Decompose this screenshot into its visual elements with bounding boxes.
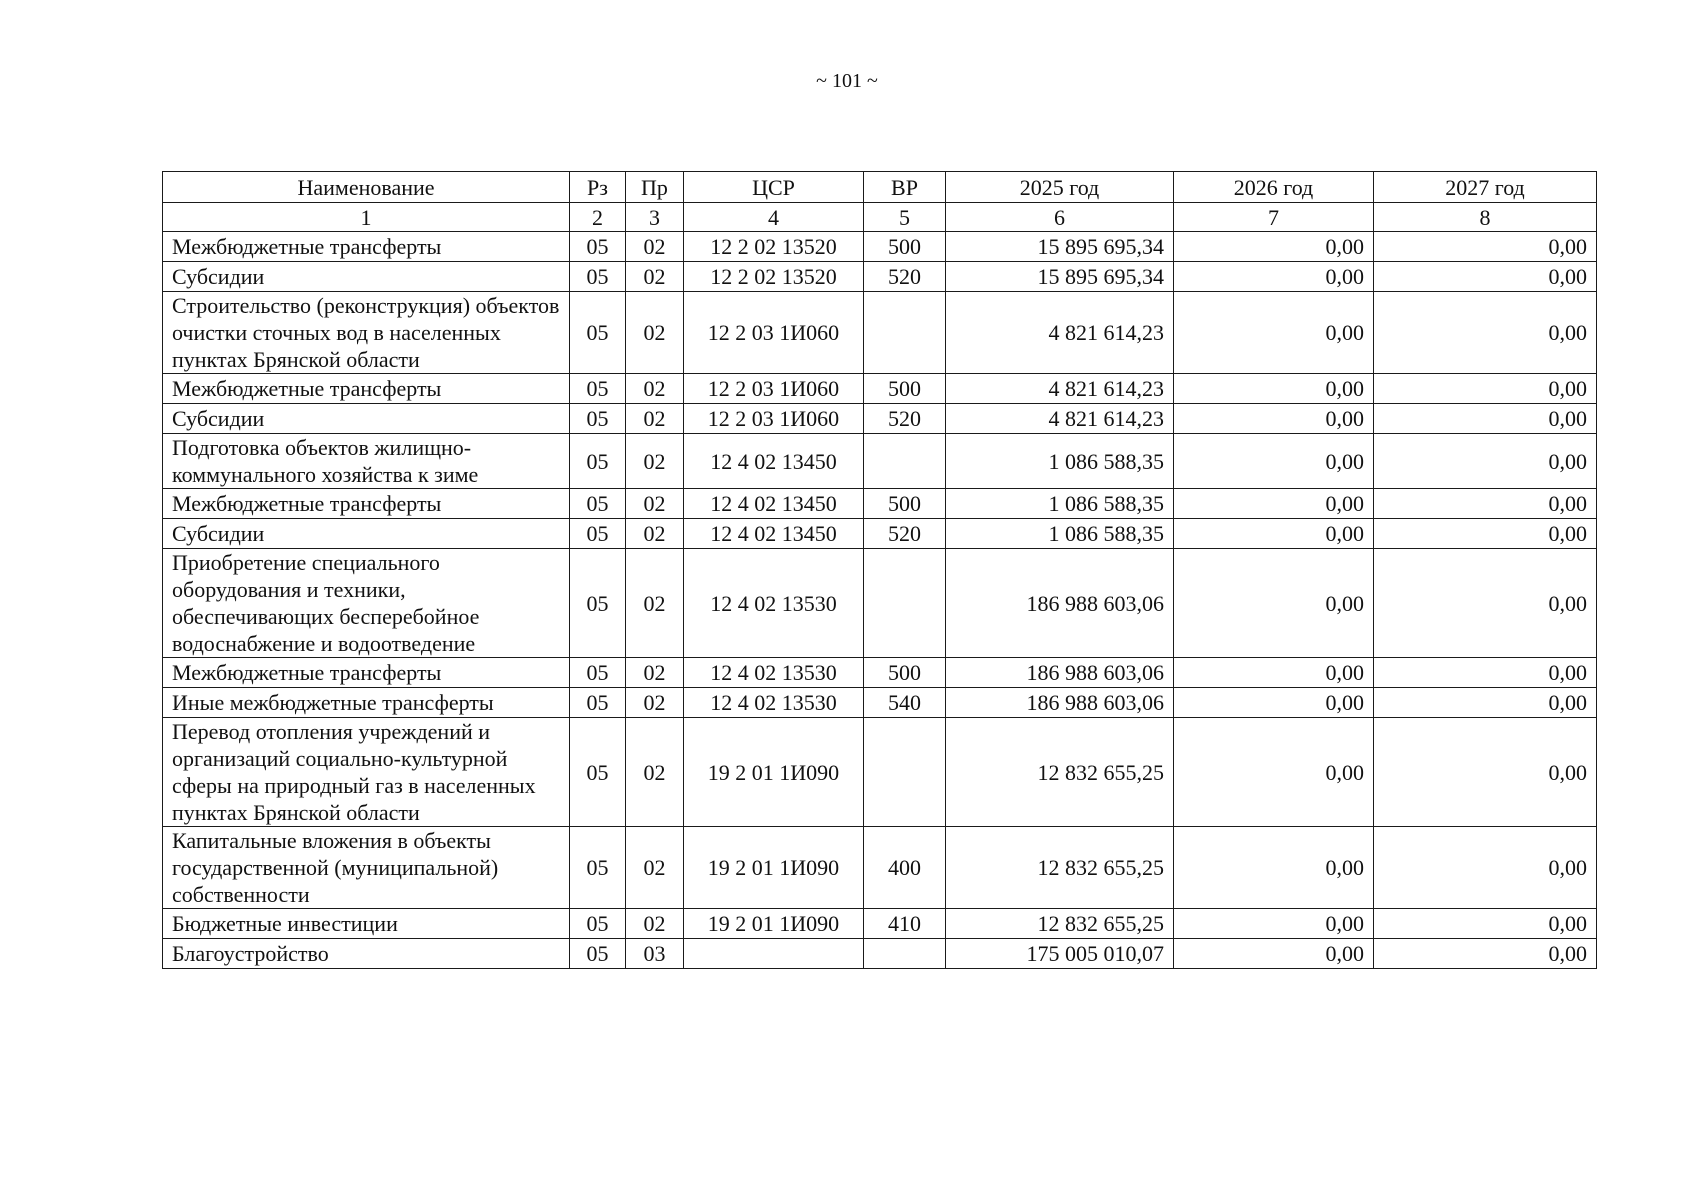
cell-csr: 12 4 02 13450 bbox=[684, 434, 864, 489]
column-number: 5 bbox=[864, 203, 946, 232]
cell-csr: 12 4 02 13530 bbox=[684, 549, 864, 658]
column-number: 1 bbox=[163, 203, 570, 232]
column-number: 8 bbox=[1374, 203, 1597, 232]
cell-vr: 400 bbox=[864, 827, 946, 909]
header-csr: ЦСР bbox=[684, 172, 864, 203]
column-number: 4 bbox=[684, 203, 864, 232]
cell-rz: 05 bbox=[570, 658, 626, 688]
cell-rz: 05 bbox=[570, 939, 626, 969]
cell-pr: 02 bbox=[626, 688, 684, 718]
cell-rz: 05 bbox=[570, 374, 626, 404]
cell-vr: 500 bbox=[864, 658, 946, 688]
cell-vr: 500 bbox=[864, 489, 946, 519]
cell-rz: 05 bbox=[570, 827, 626, 909]
cell-pr: 02 bbox=[626, 232, 684, 262]
cell-csr: 12 2 03 1И060 bbox=[684, 374, 864, 404]
cell-2027: 0,00 bbox=[1374, 519, 1597, 549]
column-number: 7 bbox=[1174, 203, 1374, 232]
cell-vr: 520 bbox=[864, 519, 946, 549]
page-number: ~ 101 ~ bbox=[816, 70, 878, 92]
cell-csr: 12 2 02 13520 bbox=[684, 232, 864, 262]
cell-rz: 05 bbox=[570, 909, 626, 939]
cell-name: Межбюджетные трансферты bbox=[163, 489, 570, 519]
cell-pr: 02 bbox=[626, 489, 684, 519]
cell-pr: 02 bbox=[626, 374, 684, 404]
cell-vr bbox=[864, 292, 946, 374]
cell-name: Приобретение специального оборудования и техники, обеспечивающих бесперебойное водоснабжение и водоотведение bbox=[163, 549, 570, 658]
cell-vr: 520 bbox=[864, 262, 946, 292]
header-row bbox=[163, 172, 1597, 203]
cell-2027: 0,00 bbox=[1374, 292, 1597, 374]
cell-2027: 0,00 bbox=[1374, 489, 1597, 519]
cell-name: Благоустройство bbox=[163, 939, 570, 969]
cell-2025: 1 086 588,35 bbox=[946, 489, 1174, 519]
cell-csr: 12 2 03 1И060 bbox=[684, 404, 864, 434]
table-row bbox=[163, 658, 1597, 688]
cell-2026: 0,00 bbox=[1174, 292, 1374, 374]
cell-name: Межбюджетные трансферты bbox=[163, 374, 570, 404]
cell-2027: 0,00 bbox=[1374, 658, 1597, 688]
cell-2026: 0,00 bbox=[1174, 939, 1374, 969]
cell-2026: 0,00 bbox=[1174, 658, 1374, 688]
table-body bbox=[163, 232, 1597, 969]
cell-2026: 0,00 bbox=[1174, 909, 1374, 939]
cell-name: Субсидии bbox=[163, 262, 570, 292]
cell-name: Субсидии bbox=[163, 519, 570, 549]
cell-csr: 12 4 02 13450 bbox=[684, 489, 864, 519]
table-row bbox=[163, 292, 1597, 374]
cell-2026: 0,00 bbox=[1174, 688, 1374, 718]
cell-name: Межбюджетные трансферты bbox=[163, 232, 570, 262]
cell-2025: 4 821 614,23 bbox=[946, 404, 1174, 434]
cell-2027: 0,00 bbox=[1374, 374, 1597, 404]
cell-2027: 0,00 bbox=[1374, 404, 1597, 434]
cell-2026: 0,00 bbox=[1174, 404, 1374, 434]
table-row bbox=[163, 909, 1597, 939]
header-2026: 2026 год bbox=[1174, 172, 1374, 203]
cell-csr: 12 2 02 13520 bbox=[684, 262, 864, 292]
header-2027: 2027 год bbox=[1374, 172, 1597, 203]
table-row bbox=[163, 262, 1597, 292]
header-rz: Рз bbox=[570, 172, 626, 203]
cell-pr: 02 bbox=[626, 519, 684, 549]
cell-pr: 02 bbox=[626, 909, 684, 939]
cell-2026: 0,00 bbox=[1174, 827, 1374, 909]
table-row bbox=[163, 489, 1597, 519]
cell-csr: 12 4 02 13530 bbox=[684, 658, 864, 688]
cell-2027: 0,00 bbox=[1374, 434, 1597, 489]
column-number: 3 bbox=[626, 203, 684, 232]
cell-2027: 0,00 bbox=[1374, 939, 1597, 969]
cell-csr: 12 4 02 13450 bbox=[684, 519, 864, 549]
cell-csr: 19 2 01 1И090 bbox=[684, 718, 864, 827]
cell-2027: 0,00 bbox=[1374, 688, 1597, 718]
cell-csr: 19 2 01 1И090 bbox=[684, 909, 864, 939]
cell-vr bbox=[864, 549, 946, 658]
cell-csr: 12 4 02 13530 bbox=[684, 688, 864, 718]
cell-2025: 15 895 695,34 bbox=[946, 232, 1174, 262]
cell-pr: 02 bbox=[626, 404, 684, 434]
cell-2025: 15 895 695,34 bbox=[946, 262, 1174, 292]
cell-name: Строительство (реконструкция) объектов очистки сточных вод в населенных пунктах Брянской области bbox=[163, 292, 570, 374]
cell-2026: 0,00 bbox=[1174, 718, 1374, 827]
cell-2026: 0,00 bbox=[1174, 262, 1374, 292]
cell-vr: 540 bbox=[864, 688, 946, 718]
cell-rz: 05 bbox=[570, 262, 626, 292]
table-row bbox=[163, 939, 1597, 969]
header-vr: ВР bbox=[864, 172, 946, 203]
cell-name: Субсидии bbox=[163, 404, 570, 434]
cell-name: Межбюджетные трансферты bbox=[163, 658, 570, 688]
budget-table bbox=[162, 171, 1597, 969]
cell-2027: 0,00 bbox=[1374, 549, 1597, 658]
cell-rz: 05 bbox=[570, 688, 626, 718]
cell-csr bbox=[684, 939, 864, 969]
header-2025: 2025 год bbox=[946, 172, 1174, 203]
cell-vr: 500 bbox=[864, 374, 946, 404]
cell-vr: 500 bbox=[864, 232, 946, 262]
cell-name: Капитальные вложения в объекты государственной (муниципальной) собственности bbox=[163, 827, 570, 909]
cell-vr bbox=[864, 718, 946, 827]
cell-2027: 0,00 bbox=[1374, 909, 1597, 939]
table-row bbox=[163, 374, 1597, 404]
cell-pr: 02 bbox=[626, 434, 684, 489]
cell-name: Бюджетные инвестиции bbox=[163, 909, 570, 939]
cell-2025: 186 988 603,06 bbox=[946, 549, 1174, 658]
cell-2025: 4 821 614,23 bbox=[946, 292, 1174, 374]
cell-2027: 0,00 bbox=[1374, 718, 1597, 827]
cell-pr: 02 bbox=[626, 658, 684, 688]
cell-2026: 0,00 bbox=[1174, 232, 1374, 262]
cell-2025: 175 005 010,07 bbox=[946, 939, 1174, 969]
table-row bbox=[163, 434, 1597, 489]
table-row bbox=[163, 718, 1597, 827]
cell-pr: 03 bbox=[626, 939, 684, 969]
cell-rz: 05 bbox=[570, 404, 626, 434]
table-row bbox=[163, 519, 1597, 549]
cell-pr: 02 bbox=[626, 262, 684, 292]
column-number: 6 bbox=[946, 203, 1174, 232]
cell-rz: 05 bbox=[570, 434, 626, 489]
table-row bbox=[163, 404, 1597, 434]
cell-2025: 12 832 655,25 bbox=[946, 827, 1174, 909]
cell-2027: 0,00 bbox=[1374, 262, 1597, 292]
cell-pr: 02 bbox=[626, 549, 684, 658]
cell-name: Иные межбюджетные трансферты bbox=[163, 688, 570, 718]
cell-rz: 05 bbox=[570, 549, 626, 658]
table-row bbox=[163, 827, 1597, 909]
column-number: 2 bbox=[570, 203, 626, 232]
cell-2025: 4 821 614,23 bbox=[946, 374, 1174, 404]
header-pr: Пр bbox=[626, 172, 684, 203]
cell-2025: 186 988 603,06 bbox=[946, 658, 1174, 688]
cell-rz: 05 bbox=[570, 489, 626, 519]
cell-csr: 12 2 03 1И060 bbox=[684, 292, 864, 374]
cell-2025: 186 988 603,06 bbox=[946, 688, 1174, 718]
cell-name: Перевод отопления учреждений и организаций социально-культурной сферы на природный газ в населенных пунктах Брянской области bbox=[163, 718, 570, 827]
cell-vr bbox=[864, 434, 946, 489]
header-name: Наименование bbox=[163, 172, 570, 203]
cell-pr: 02 bbox=[626, 292, 684, 374]
cell-name: Подготовка объектов жилищно-коммунального хозяйства к зиме bbox=[163, 434, 570, 489]
table-row bbox=[163, 549, 1597, 658]
cell-2025: 1 086 588,35 bbox=[946, 519, 1174, 549]
cell-pr: 02 bbox=[626, 827, 684, 909]
cell-2025: 12 832 655,25 bbox=[946, 909, 1174, 939]
cell-rz: 05 bbox=[570, 292, 626, 374]
cell-2027: 0,00 bbox=[1374, 232, 1597, 262]
cell-2027: 0,00 bbox=[1374, 827, 1597, 909]
table-row bbox=[163, 688, 1597, 718]
cell-vr bbox=[864, 939, 946, 969]
cell-csr: 19 2 01 1И090 bbox=[684, 827, 864, 909]
column-number-row bbox=[163, 203, 1597, 232]
cell-vr: 410 bbox=[864, 909, 946, 939]
cell-2025: 12 832 655,25 bbox=[946, 718, 1174, 827]
cell-rz: 05 bbox=[570, 718, 626, 827]
cell-vr: 520 bbox=[864, 404, 946, 434]
cell-rz: 05 bbox=[570, 519, 626, 549]
cell-2026: 0,00 bbox=[1174, 519, 1374, 549]
cell-2026: 0,00 bbox=[1174, 489, 1374, 519]
table-row bbox=[163, 232, 1597, 262]
cell-2025: 1 086 588,35 bbox=[946, 434, 1174, 489]
cell-2026: 0,00 bbox=[1174, 434, 1374, 489]
cell-2026: 0,00 bbox=[1174, 374, 1374, 404]
cell-pr: 02 bbox=[626, 718, 684, 827]
cell-rz: 05 bbox=[570, 232, 626, 262]
cell-2026: 0,00 bbox=[1174, 549, 1374, 658]
